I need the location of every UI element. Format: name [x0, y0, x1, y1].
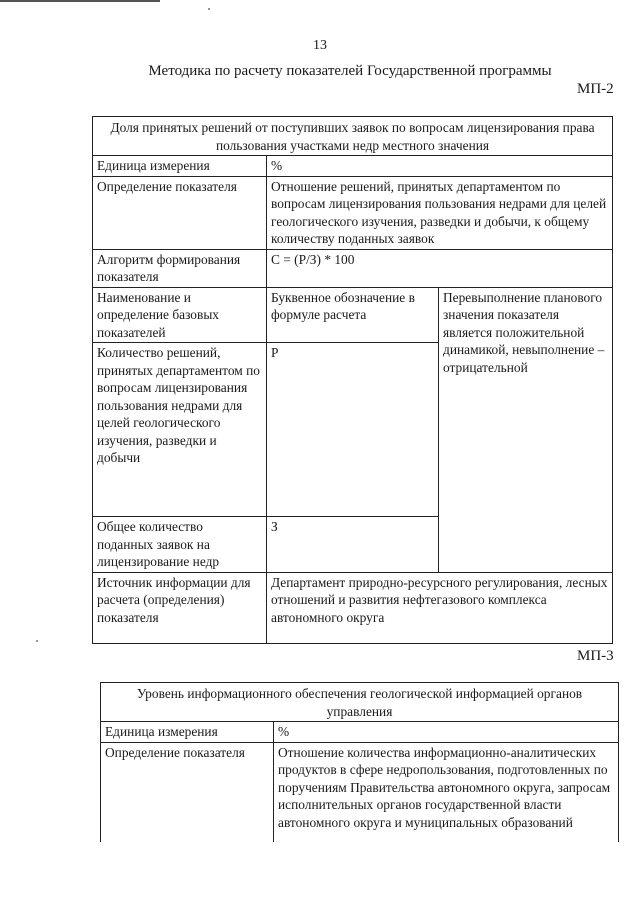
- unit-label: Единица измерения: [93, 156, 267, 177]
- indicator-table-mp3: [100, 682, 619, 855]
- dynamics-note: Перевыполнение планового значения показателя является положительной динамикой, невыполнение – отрицательной: [439, 287, 613, 572]
- page-number: 13: [313, 38, 327, 53]
- source-value: Департамент природно-ресурсного регулирования, лесных отношений и развития нефтегазового комплекса автономного округа: [267, 572, 613, 643]
- algorithm-formula: C = (Р/З) * 100: [267, 249, 613, 287]
- definition-label-mp3: Определение показателя: [101, 742, 274, 854]
- indicator-code-mp3: МП-3: [577, 648, 614, 664]
- applications-count-label: Общее количество поданных заявок на лицензирование недр: [93, 517, 267, 573]
- indicator-code-mp2: МП-2: [577, 81, 614, 97]
- algorithm-label: Алгоритм формирования показателя: [93, 249, 267, 287]
- document-title: Методика по расчету показателей Государственной программы: [148, 63, 552, 79]
- unit-label-mp3: Единица измерения: [101, 722, 274, 743]
- base-indicators-label: Наименование и определение базовых показателей: [93, 287, 267, 343]
- applications-letter: З: [267, 517, 439, 573]
- definition-value-mp3: Отношение количества информационно-аналитических продуктов в сфере недропользования, подготовленных по поручениям Правительства автономного округа, запросам исполнительных органов государственной власти автономного округа и муниципальных образований: [274, 742, 619, 854]
- indicator-header-mp2: Доля принятых решений от поступивших заявок по вопросам лицензирования права пользования участками недр местного значения: [93, 117, 613, 156]
- definition-label: Определение показателя: [93, 176, 267, 249]
- decisions-count-label: Количество решений, принятых департаментом по вопросам лицензирования пользования недрами для целей геологического изучения, разведки и добычи: [93, 343, 267, 517]
- scan-speck: [36, 640, 38, 642]
- scan-speck: [208, 8, 210, 10]
- source-label: Источник информации для расчета (определения) показателя: [93, 572, 267, 643]
- decisions-letter: Р: [267, 343, 439, 517]
- indicator-header-mp3: Уровень информационного обеспечения геологической информацией органов управления: [101, 683, 619, 722]
- unit-value-mp3: %: [274, 722, 619, 743]
- unit-value: %: [267, 156, 613, 177]
- scan-edge-mark: [0, 0, 160, 2]
- page-cutoff: [0, 842, 640, 905]
- letter-designation-label: Буквенное обозначение в формуле расчета: [267, 287, 439, 343]
- indicator-table-mp2: [92, 116, 613, 644]
- definition-value: Отношение решений, принятых департаментом по вопросам лицензирования пользования недрами для целей геологического изучения, разведки и добычи, к общему количеству поданных заявок: [267, 176, 613, 249]
